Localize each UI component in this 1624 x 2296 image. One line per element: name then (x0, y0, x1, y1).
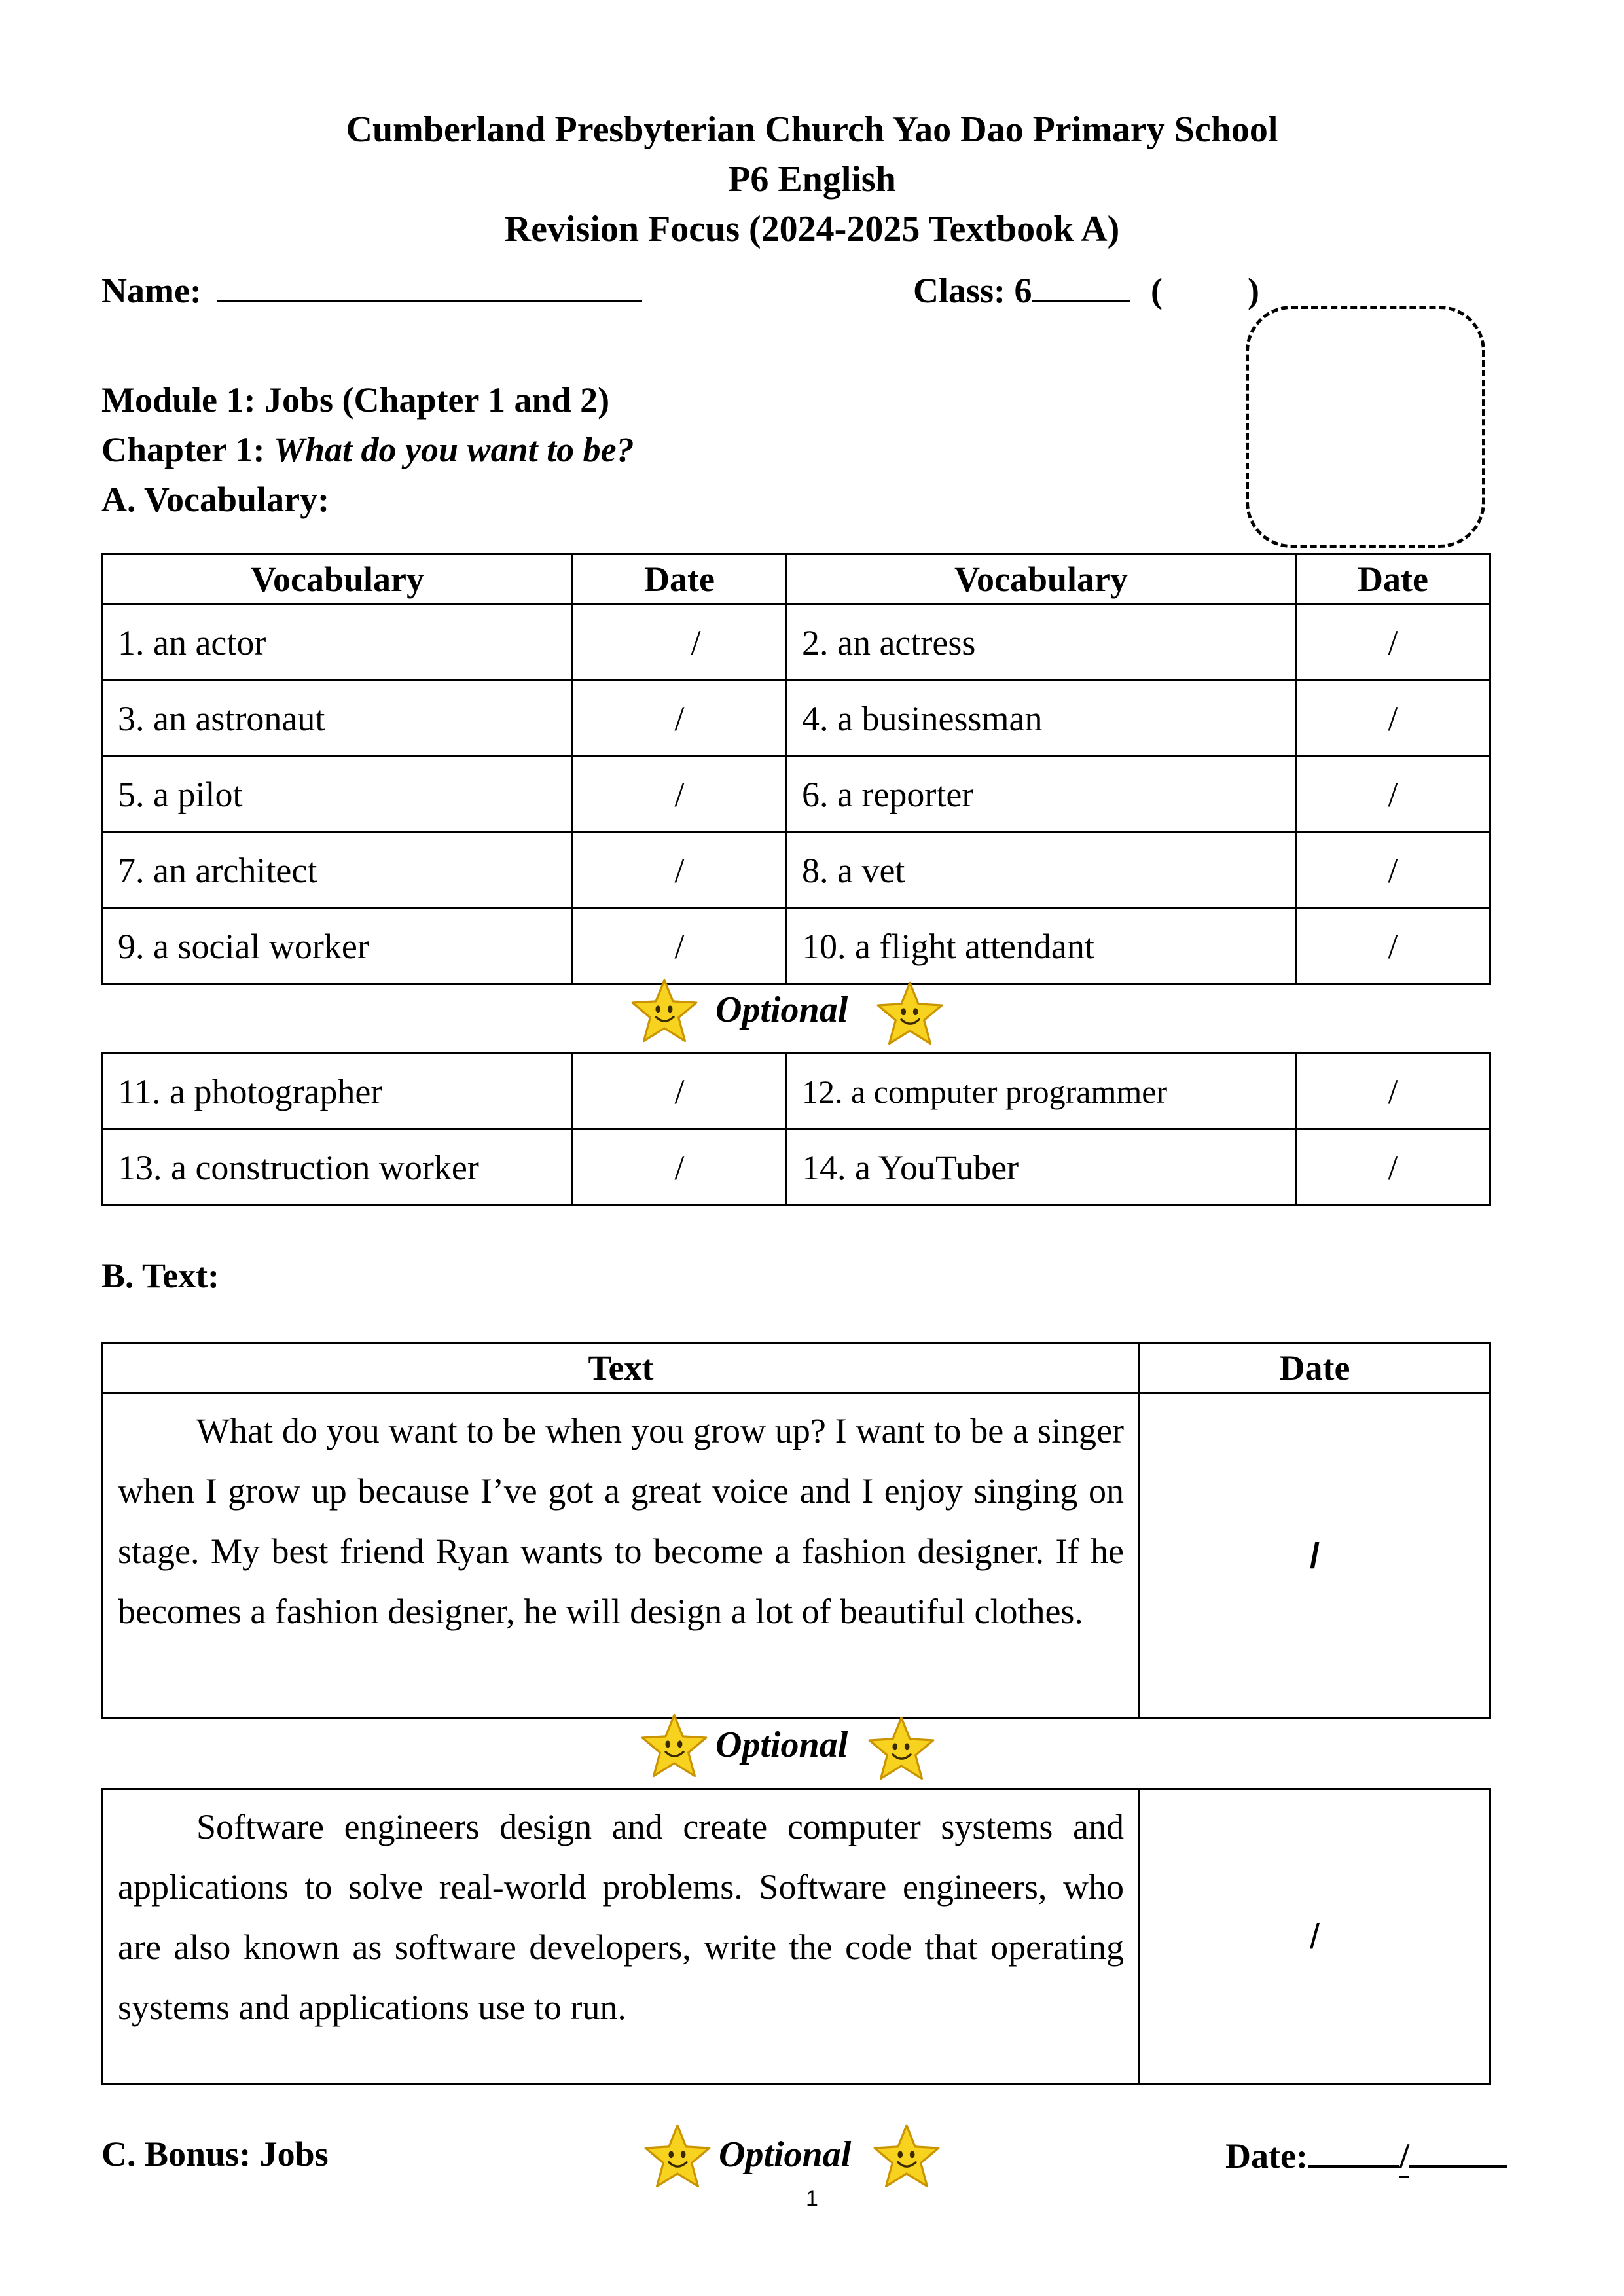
vocab-col-header: Vocabulary (787, 554, 1296, 605)
vocab-date[interactable]: / (1296, 681, 1490, 757)
vocab-word: 11. a photographer (103, 1054, 573, 1130)
vocab-word: 1. an actor (103, 605, 573, 681)
smiling-star-icon (638, 1712, 710, 1780)
bonus-date-blank-1[interactable] (1308, 2134, 1399, 2168)
chapter-prefix: Chapter 1: (101, 430, 265, 469)
vocab-date[interactable]: / (1296, 1130, 1490, 1206)
sticker-box (1246, 306, 1485, 548)
bonus-date-separator: / (1399, 2136, 1409, 2178)
module-title: Module 1: Jobs (Chapter 1 and 2) (101, 380, 610, 420)
vocab-date[interactable]: / (1296, 833, 1490, 908)
vocab-heading: A. Vocabulary: (101, 480, 330, 519)
smiling-star-icon (871, 2123, 943, 2191)
class-number-close: ) (1248, 271, 1259, 310)
bonus-heading: C. Bonus: Jobs (101, 2134, 329, 2174)
text-table (101, 1342, 1491, 1719)
bonus-date-field[interactable] (1225, 2134, 1507, 2176)
vocab-date[interactable]: / (573, 1130, 787, 1206)
optional-vocab-table (101, 1052, 1491, 1206)
vocab-date[interactable]: / (573, 605, 787, 681)
smiling-star-icon (641, 2123, 713, 2191)
passage-1: What do you want to be when you grow up? I want to be a singer when I grow up because I’ve got a great voice and I enjoy singing on stage. My best friend Ryan wants to become a fashion designer. If he becomes a fashion designer, he will design a lot of beautiful clothes. (103, 1393, 1140, 1719)
vocab-word: 7. an architect (103, 833, 573, 908)
passage-2-date[interactable]: / (1140, 1789, 1490, 2084)
page-number: 1 (806, 2186, 818, 2211)
text-header-row (103, 1343, 1490, 1393)
vocab-date[interactable]: / (573, 908, 787, 984)
table-row (103, 1393, 1490, 1719)
document-title: Revision Focus (2024-2025 Textbook A) (504, 209, 1120, 249)
vocab-word: 6. a reporter (787, 757, 1296, 833)
vocab-word: 14. a YouTuber (787, 1130, 1296, 1206)
vocab-word: 12. a computer programmer (787, 1054, 1296, 1130)
vocab-date[interactable]: / (573, 757, 787, 833)
vocab-date[interactable]: / (1296, 605, 1490, 681)
vocab-date[interactable]: / (1296, 908, 1490, 984)
vocab-word: 9. a social worker (103, 908, 573, 984)
table-row (103, 681, 1490, 757)
vocab-word: 5. a pilot (103, 757, 573, 833)
vocab-header-row (103, 554, 1490, 605)
optional-label: Optional (719, 2134, 852, 2175)
vocab-word: 3. an astronaut (103, 681, 573, 757)
vocab-word: 2. an actress (787, 605, 1296, 681)
date-col-header: Date (1140, 1343, 1490, 1393)
vocab-date[interactable]: / (573, 681, 787, 757)
vocab-word: 8. a vet (787, 833, 1296, 908)
table-row (103, 1789, 1490, 2084)
name-blank[interactable] (217, 268, 642, 302)
name-field[interactable] (101, 268, 642, 311)
vocab-date[interactable]: / (1296, 757, 1490, 833)
vocab-table (101, 553, 1491, 985)
name-label: Name: (101, 271, 202, 310)
passage-1-date[interactable]: / (1140, 1393, 1490, 1719)
vocab-word: 13. a construction worker (103, 1130, 573, 1206)
table-row (103, 908, 1490, 984)
bonus-date-label: Date: (1225, 2136, 1308, 2176)
class-label: Class: 6 (913, 271, 1032, 310)
class-field[interactable] (913, 268, 1259, 311)
date-col-header: Date (573, 554, 787, 605)
vocab-word: 10. a flight attendant (787, 908, 1296, 984)
bonus-date-blank-2[interactable] (1409, 2134, 1507, 2168)
vocab-date[interactable]: / (573, 1054, 787, 1130)
class-number-open: ( (1151, 271, 1163, 310)
table-row (103, 605, 1490, 681)
smiling-star-icon (874, 980, 946, 1048)
text-col-header: Text (103, 1343, 1140, 1393)
vocab-date[interactable]: / (1296, 1054, 1490, 1130)
smiling-star-icon (628, 977, 700, 1045)
passage-2: Software engineers design and create computer systems and applications to solve real-world problems. Software engineers, who are also known as software developers, write the code that operating systems and applications use to run. (103, 1789, 1140, 2084)
vocab-date[interactable]: / (573, 833, 787, 908)
text-heading: B. Text: (101, 1256, 220, 1295)
table-row (103, 1054, 1490, 1130)
school-name: Cumberland Presbyterian Church Yao Dao Primary School (346, 109, 1278, 150)
table-row (103, 833, 1490, 908)
table-row (103, 757, 1490, 833)
date-col-header: Date (1296, 554, 1490, 605)
vocab-col-header: Vocabulary (103, 554, 573, 605)
chapter-name: What do you want to be? (274, 430, 634, 469)
smiling-star-icon (865, 1715, 937, 1783)
class-blank[interactable] (1032, 268, 1130, 302)
table-row (103, 1130, 1490, 1206)
optional-label: Optional (715, 990, 848, 1030)
chapter-title (101, 429, 634, 470)
grade-subject: P6 English (728, 159, 896, 200)
optional-label: Optional (715, 1725, 848, 1765)
vocab-word: 4. a businessman (787, 681, 1296, 757)
optional-text-table (101, 1788, 1491, 2085)
